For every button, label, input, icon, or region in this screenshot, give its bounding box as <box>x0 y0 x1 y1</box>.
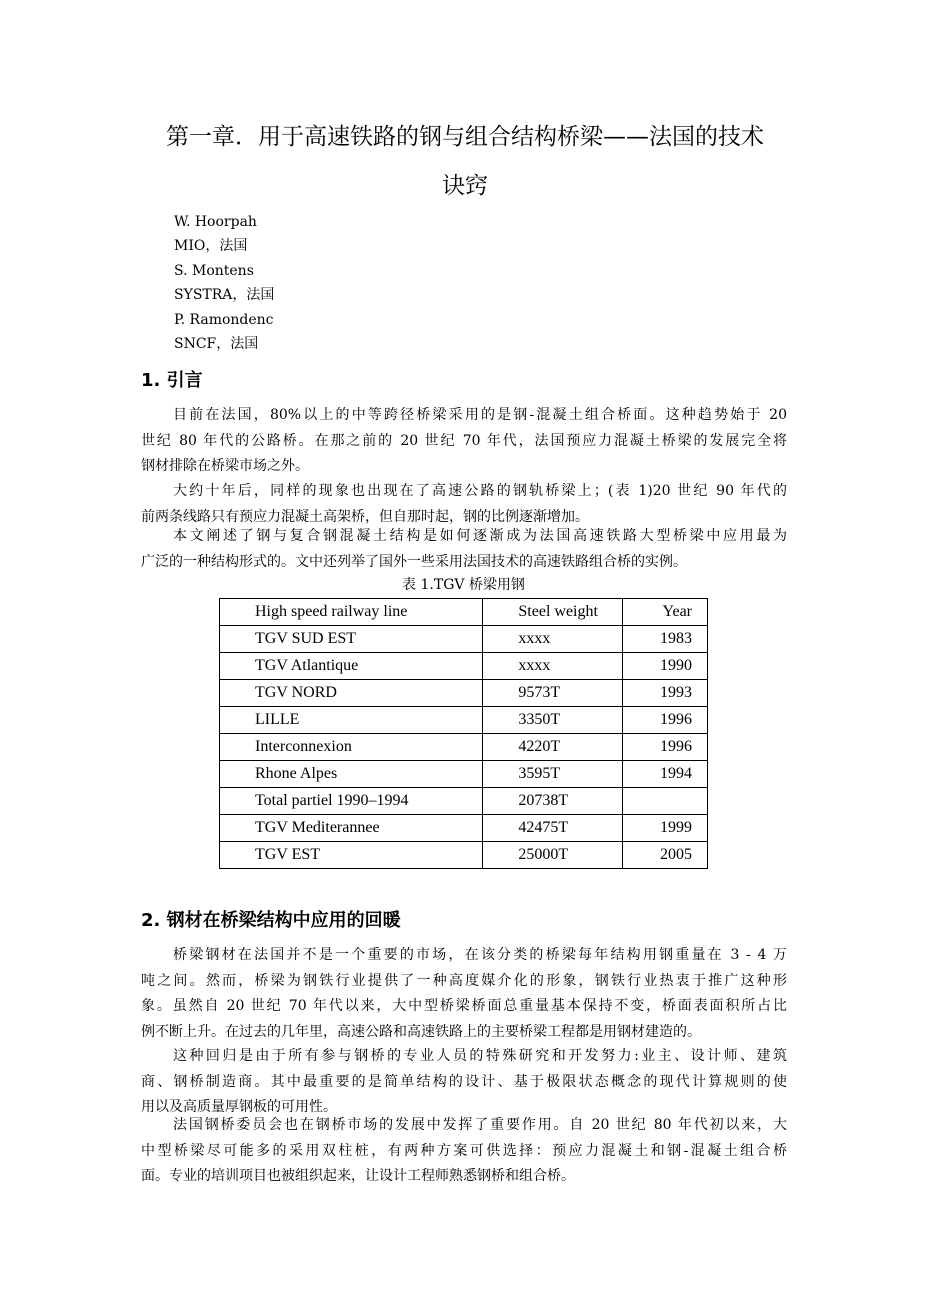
author-name: W. Hoorpah <box>174 214 257 230</box>
table-cell: xxxx <box>483 626 623 653</box>
author-affiliation: SNCF，法国 <box>174 336 259 352</box>
section-1-paragraph-1 <box>141 403 787 480</box>
table-row <box>220 842 708 869</box>
text-line: 商、钢桥制造商。其中最重要的是简单结构的设计、基于极限状态概念的现代计算规则的使 <box>141 1073 787 1090</box>
text-line: 广泛的一种结构形式的。文中还列举了国外一些采用法国技术的高速铁路组合桥的实例。 <box>141 553 687 570</box>
text-line: 钢材排除在桥梁市场之外。 <box>141 458 309 474</box>
section-1-paragraph-3 <box>141 524 787 575</box>
table-cell: Rhone Alpes <box>220 761 483 788</box>
text-line: 例不断上升。在过去的几年里，高速公路和高速铁路上的主要桥梁工程都是用钢材建造的。 <box>141 1023 701 1040</box>
table-cell: LILLE <box>220 707 483 734</box>
text-line: 法国钢桥委员会也在钢桥市场的发展中发挥了重要作用。自 20 世纪 80 年代初以来，大 <box>173 1117 787 1133</box>
table-cell: TGV Atlantique <box>220 653 483 680</box>
table-cell: TGV NORD <box>220 680 483 707</box>
table-cell: 1983 <box>623 626 708 653</box>
text-line: 本文阐述了钢与复合钢混凝土结构是如何逐渐成为法国高速铁路大型桥梁中应用最为 <box>173 528 787 544</box>
section-2-paragraph-3 <box>141 1113 787 1190</box>
table-row <box>220 815 708 842</box>
text-line: 中型桥梁尽可能多的采用双柱桩，有两种方案可供选择：预应力混凝土和钢-混凝土组合桥 <box>141 1142 787 1159</box>
text-line: 用以及高质量厚钢板的可用性。 <box>141 1099 337 1115</box>
text-line: 桥梁钢材在法国并不是一个重要的市场，在该分类的桥梁每年结构用钢重量在 3 - 4 万 <box>173 947 787 963</box>
table-cell <box>623 788 708 815</box>
table-cell: 3595T <box>483 761 623 788</box>
text-line: 大约十年后，同样的现象也出现在了高速公路的钢轨桥梁上；(表 1)20 世纪 90 年代的 <box>173 483 787 499</box>
section-1-paragraph-2 <box>141 479 787 530</box>
author-affiliation: SYSTRA，法国 <box>174 287 275 303</box>
table-cell: 9573T <box>483 680 623 707</box>
table-cell: 25000T <box>483 842 623 869</box>
chapter-title-line-2: 诀窍 <box>442 173 488 199</box>
table-header-row <box>220 599 708 626</box>
text-line: 目前在法国，80%以上的中等跨径桥梁采用的是钢-混凝土组合桥面。这种趋势始于 20 <box>173 407 787 423</box>
section-2-paragraph-1 <box>141 943 787 1045</box>
section-1-heading: 1. 引言 <box>141 370 203 391</box>
table-row <box>220 680 708 707</box>
table-cell: 3350T <box>483 707 623 734</box>
text-line: 吨之间。然而，桥梁为钢铁行业提供了一种高度媒介化的形象，钢铁行业热衷于推广这种形 <box>141 972 787 989</box>
table-cell: 2005 <box>623 842 708 869</box>
table-row <box>220 653 708 680</box>
table-cell: 42475T <box>483 815 623 842</box>
text-line: 前两条线路只有预应力混凝土高架桥，但自那时起，钢的比例逐渐增加。 <box>141 508 589 525</box>
text-line: 面。专业的培训项目也被组织起来，让设计工程师熟悉钢桥和组合桥。 <box>141 1168 575 1184</box>
table-cell: Total partiel 1990–1994 <box>220 788 483 815</box>
author-name: P. Ramondenc <box>174 312 274 328</box>
text-line: 这种回归是由于所有参与钢桥的专业人员的特殊研究和开发努力:业主、设计师、建筑 <box>173 1048 787 1064</box>
steel-table <box>219 598 708 869</box>
table-header-cell: High speed railway line <box>220 599 483 626</box>
table-caption: 表 1.TGV 桥梁用钢 <box>402 577 525 593</box>
table-row <box>220 734 708 761</box>
table-cell: 1994 <box>623 761 708 788</box>
table-cell: 20738T <box>483 788 623 815</box>
table-cell: Interconnexion <box>220 734 483 761</box>
section-2-heading: 2. 钢材在桥梁结构中应用的回暖 <box>141 910 401 931</box>
table-cell: 4220T <box>483 734 623 761</box>
text-line: 象。虽然自 20 世纪 70 年代以来，大中型桥梁桥面总重量基本保持不变，桥面表面积所占比 <box>141 998 787 1014</box>
table-row <box>220 788 708 815</box>
text-line: 世纪 80 年代的公路桥。在那之前的 20 世纪 70 年代，法国预应力混凝土桥梁的发展完全将 <box>141 432 787 449</box>
author-affiliation: MIO，法国 <box>174 238 248 254</box>
table-cell: TGV SUD EST <box>220 626 483 653</box>
table-row <box>220 707 708 734</box>
table-cell: 1996 <box>623 734 708 761</box>
table-cell: 1993 <box>623 680 708 707</box>
table-row <box>220 626 708 653</box>
table-cell: TGV EST <box>220 842 483 869</box>
table-row <box>220 761 708 788</box>
table-cell: 1999 <box>623 815 708 842</box>
table-header-cell: Steel weight <box>483 599 623 626</box>
table-cell: xxxx <box>483 653 623 680</box>
table-cell: 1990 <box>623 653 708 680</box>
table-cell: 1996 <box>623 707 708 734</box>
author-name: S. Montens <box>174 263 254 279</box>
table-cell: TGV Mediterannee <box>220 815 483 842</box>
table-header-cell: Year <box>623 599 708 626</box>
chapter-title-line-1: 第一章．用于高速铁路的钢与组合结构桥梁——法国的技术 <box>166 124 764 150</box>
section-2-paragraph-2 <box>141 1044 787 1121</box>
